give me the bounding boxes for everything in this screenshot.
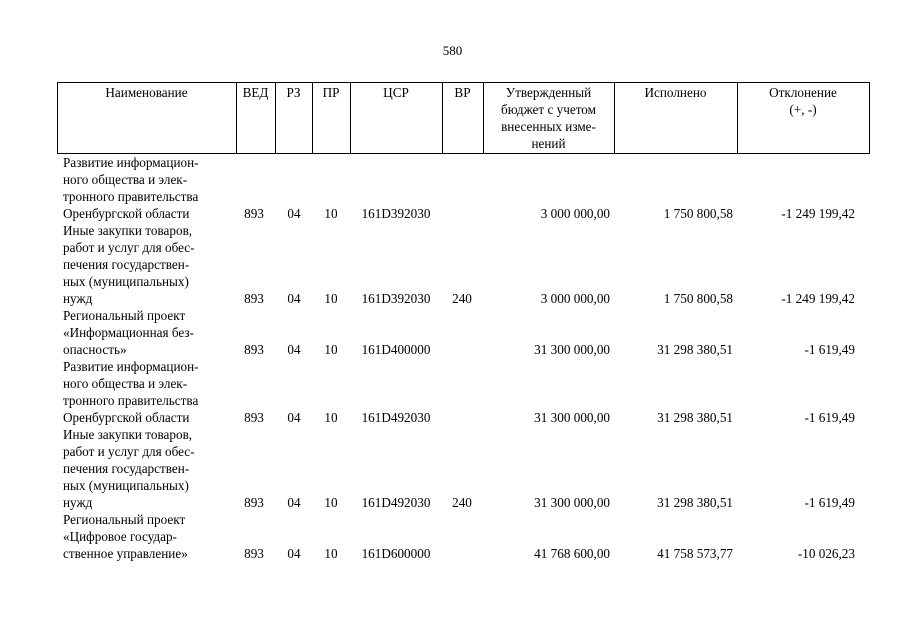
row-name-line: нужд [63,495,93,510]
header-ved: ВЕД [242,85,269,100]
header-name: Наименование [105,85,188,100]
header-budget-line: нений [531,136,566,151]
row-vr: 240 [452,291,472,306]
header-csr: ЦСР [383,85,409,100]
row-budget: 41 768 600,00 [534,546,610,561]
row-pr: 10 [324,495,338,510]
row-deviation: -1 249 199,42 [781,206,855,221]
row-csr: 161D600000 [361,546,431,561]
row-pr: 10 [324,291,338,306]
row-name-line: опасность» [63,342,127,357]
row-ved: 893 [244,410,264,425]
row-name-line: нужд [63,291,93,306]
row-executed: 31 298 380,51 [657,410,733,425]
row-rz: 04 [287,546,301,561]
row-name-line: Развитие информацион- [63,155,199,170]
header-pr: ПР [322,85,340,100]
header-deviation-line: Отклонение [769,85,837,100]
row-deviation: -1 619,49 [804,495,855,510]
row-csr: 161D492030 [361,495,431,510]
row-name-line: Развитие информацион- [63,359,199,374]
row-pr: 10 [324,546,338,561]
row-ved: 893 [244,342,264,357]
row-name-line: печения государствен- [63,461,190,476]
row-deviation: -10 026,23 [797,546,855,561]
row-name-line: ных (муниципальных) [63,274,189,289]
row-csr: 161D392030 [361,291,431,306]
row-pr: 10 [324,342,338,357]
row-csr: 161D392030 [361,206,431,221]
row-executed: 31 298 380,51 [657,495,733,510]
row-executed: 1 750 800,58 [663,206,733,221]
row-name-line: тронного правительства [63,393,199,408]
row-rz: 04 [287,291,301,306]
row-budget: 31 300 000,00 [534,342,610,357]
row-ved: 893 [244,546,264,561]
row-rz: 04 [287,410,301,425]
header-top-border [57,82,870,83]
row-pr: 10 [324,410,338,425]
row-ved: 893 [244,495,264,510]
row-name-line: «Цифровое государ- [63,529,177,544]
row-name-line: ных (муниципальных) [63,478,189,493]
header-deviation-line: (+, -) [789,102,817,117]
row-budget: 31 300 000,00 [534,410,610,425]
row-name [63,426,238,511]
row-name [63,154,238,222]
row-rz: 04 [287,495,301,510]
header-deviation [737,84,869,118]
header-rz: РЗ [286,85,301,100]
row-name-line: Оренбургской области [63,410,190,425]
row-name-line: ного общества и элек- [63,172,188,187]
row-executed: 1 750 800,58 [663,291,733,306]
header-budget-line: внесенных изме- [501,119,596,134]
header-budget-line: Утвержденный [505,85,592,100]
column-divider [869,82,870,154]
row-name-line: тронного правительства [63,189,199,204]
row-budget: 3 000 000,00 [540,291,610,306]
row-deviation: -1 619,49 [804,410,855,425]
row-name-line: «Информационная без- [63,325,195,340]
row-csr: 161D492030 [361,410,431,425]
row-budget: 3 000 000,00 [540,206,610,221]
row-name [63,222,238,307]
row-budget: 31 300 000,00 [534,495,610,510]
row-vr: 240 [452,495,472,510]
page-number: 580 [442,43,463,58]
row-name-line: работ и услуг для обес- [63,240,195,255]
row-csr: 161D400000 [361,342,431,357]
row-name-line: Иные закупки товаров, [63,427,193,442]
header-budget [483,84,614,152]
row-name-line: печения государствен- [63,257,190,272]
row-rz: 04 [287,206,301,221]
row-ved: 893 [244,291,264,306]
row-name-line: Оренбургской области [63,206,190,221]
row-name-line: ного общества и элек- [63,376,188,391]
header-budget-line: бюджет с учетом [501,102,596,117]
row-deviation: -1 619,49 [804,342,855,357]
row-deviation: -1 249 199,42 [781,291,855,306]
row-name [63,511,238,562]
row-name-line: работ и услуг для обес- [63,444,195,459]
header-vr: ВР [454,85,471,100]
row-pr: 10 [324,206,338,221]
row-name-line: Иные закупки товаров, [63,223,193,238]
row-name-line: Региональный проект [63,512,186,527]
row-name-line: Региональный проект [63,308,186,323]
row-rz: 04 [287,342,301,357]
row-name [63,307,238,358]
row-name-line: ственное управление» [63,546,188,561]
row-ved: 893 [244,206,264,221]
row-executed: 41 758 573,77 [657,546,733,561]
header-executed: Исполнено [644,85,707,100]
row-executed: 31 298 380,51 [657,342,733,357]
row-name [63,358,238,426]
